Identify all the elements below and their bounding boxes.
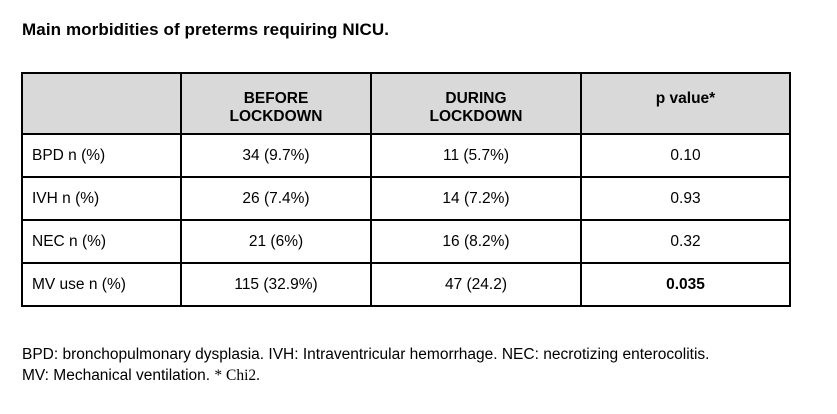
cell-before: 26 (7.4%) bbox=[181, 177, 371, 220]
cell-p-value-significant: 0.035 bbox=[581, 263, 790, 306]
header-before-line1: BEFORE bbox=[243, 90, 309, 107]
footnote-line2-text: MV: Mechanical ventilation. bbox=[22, 367, 215, 384]
header-cell-before-lockdown bbox=[181, 73, 371, 134]
table-row-mv-use bbox=[22, 263, 790, 306]
table-row-ivh bbox=[22, 177, 790, 220]
header-during-line2: LOCKDOWN bbox=[429, 108, 523, 125]
cell-during: 11 (5.7%) bbox=[371, 134, 581, 177]
header-before-line2: LOCKDOWN bbox=[229, 108, 323, 125]
morbidities-table bbox=[21, 72, 791, 307]
cell-p-value: 0.32 bbox=[581, 220, 790, 263]
header-cell-during-lockdown bbox=[371, 73, 581, 134]
cell-during: 16 (8.2%) bbox=[371, 220, 581, 263]
footnote-chi2-note: * Chi2. bbox=[214, 367, 261, 384]
cell-before: 21 (6%) bbox=[181, 220, 371, 263]
header-cell-p-value bbox=[581, 73, 790, 134]
header-p-value-label: p value* bbox=[655, 90, 716, 107]
cell-during: 14 (7.2%) bbox=[371, 177, 581, 220]
row-label: NEC n (%) bbox=[22, 220, 181, 263]
cell-p-value: 0.93 bbox=[581, 177, 790, 220]
cell-before: 34 (9.7%) bbox=[181, 134, 371, 177]
footnote-line1: BPD: bronchopulmonary dysplasia. IVH: Intraventricular hemorrhage. NEC: necrotizing enterocolitis. bbox=[22, 346, 710, 363]
row-label: BPD n (%) bbox=[22, 134, 181, 177]
row-label: MV use n (%) bbox=[22, 263, 181, 306]
footnote-line2 bbox=[22, 365, 709, 386]
footnote bbox=[22, 344, 709, 386]
cell-during: 47 (24.2) bbox=[371, 263, 581, 306]
table-title: Main morbidities of preterms requiring NICU. bbox=[22, 20, 390, 39]
cell-before: 115 (32.9%) bbox=[181, 263, 371, 306]
table-row-nec bbox=[22, 220, 790, 263]
cell-p-value: 0.10 bbox=[581, 134, 790, 177]
table-row-bpd bbox=[22, 134, 790, 177]
table-header-row bbox=[22, 73, 790, 134]
header-cell-empty bbox=[22, 73, 181, 134]
header-during-line1: DURING bbox=[445, 90, 507, 107]
row-label: IVH n (%) bbox=[22, 177, 181, 220]
